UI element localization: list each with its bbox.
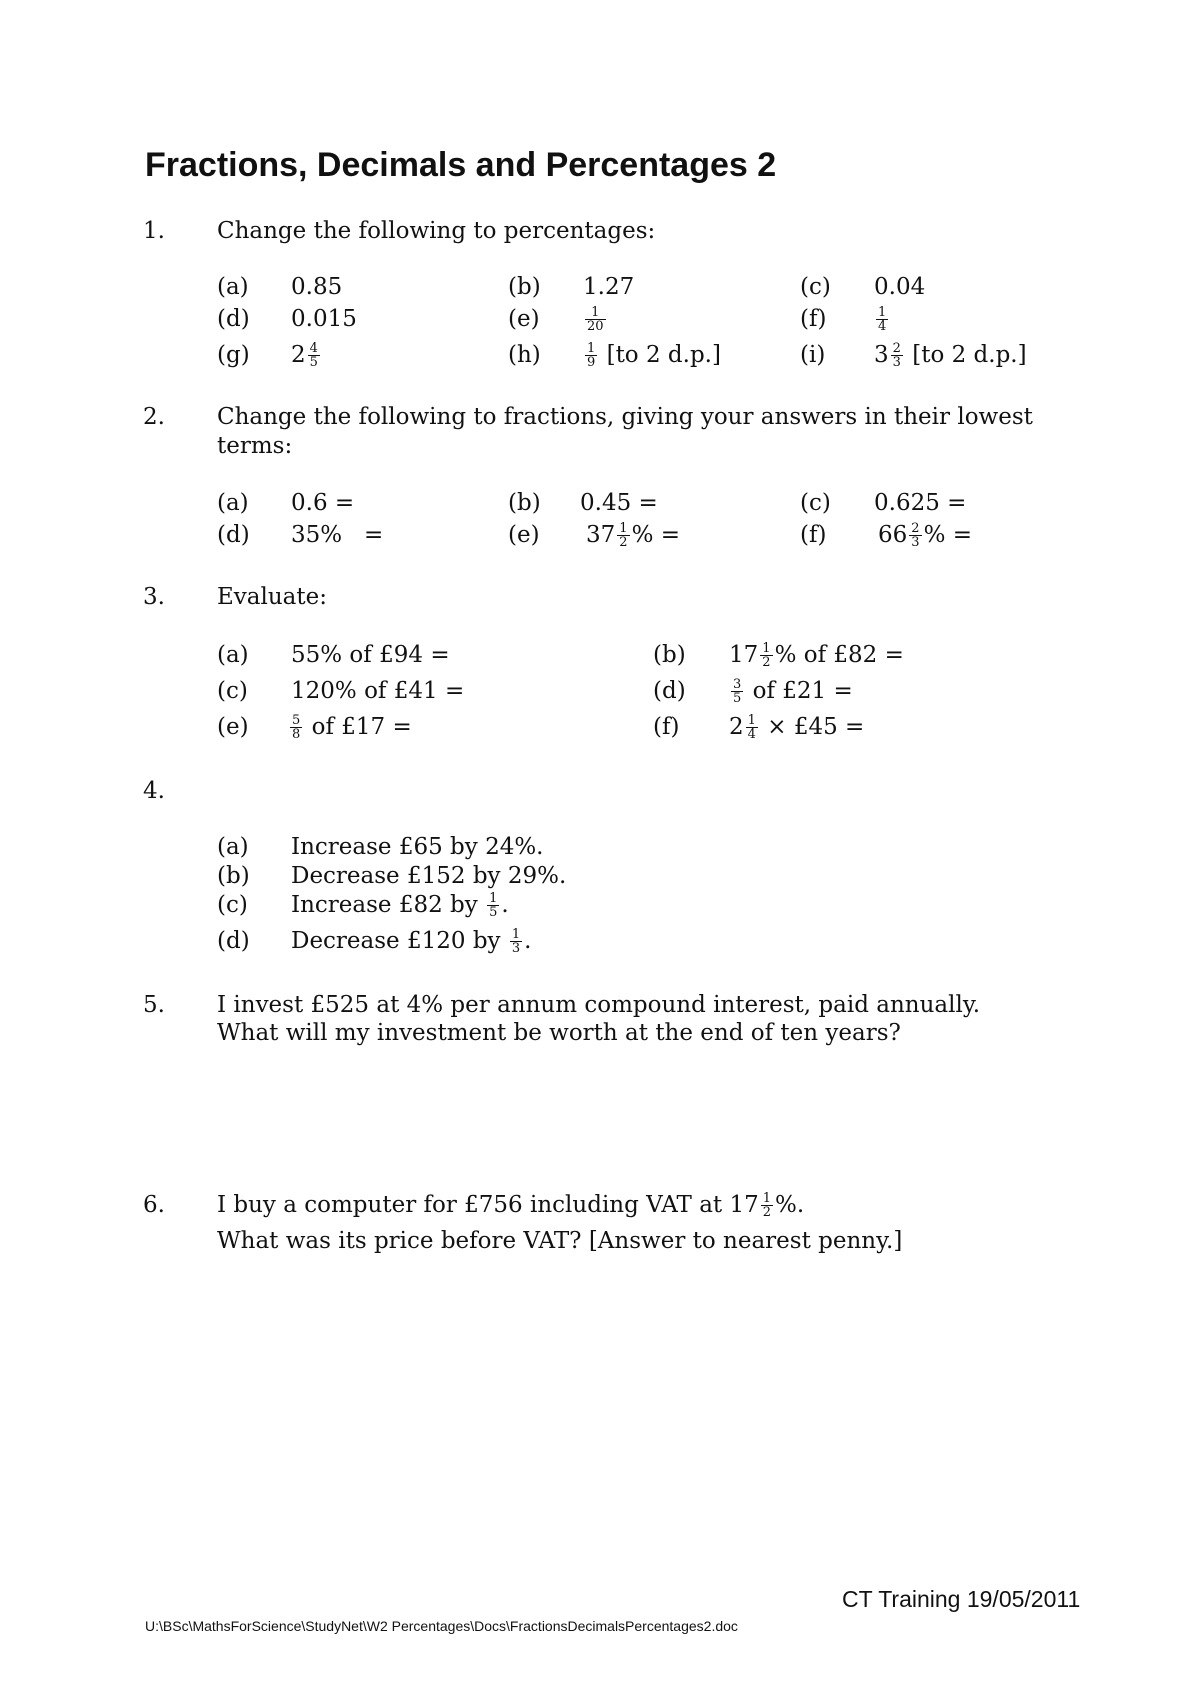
q4-c-value: Increase £82 by $\frac{1}{5}$ . — [291, 890, 509, 920]
page-title: Fractions, Decimals and Percentages 2 — [145, 146, 777, 184]
fraction: $\frac{2}{3}$ — [892, 340, 901, 370]
q3-text: Evaluate: — [217, 584, 327, 610]
q1-text: Change the following to percentages: — [217, 218, 656, 244]
q2-text-line2: terms: — [217, 433, 293, 459]
q4-a-value: Increase £65 by 24%. — [291, 834, 544, 860]
q6-line2: What was its price before VAT? [Answer to nearest penny.] — [217, 1228, 903, 1254]
q3-e-label: (e) — [217, 714, 249, 740]
q4-c-label: (c) — [217, 892, 248, 918]
q3-f-value: 2 $\frac{1}{4}$ × £45 = — [729, 712, 865, 742]
q2-e-value: 37 $\frac{1}{2}$ % = — [586, 520, 680, 550]
q4-a-label: (a) — [217, 834, 249, 860]
q4-d-value: Decrease £120 by $\frac{1}{3}$ . — [291, 926, 532, 956]
q3-a-label: (a) — [217, 642, 249, 668]
q2-c-value: 0.625 = — [874, 490, 967, 516]
q2-f-value: 66 $\frac{2}{3}$ % = — [878, 520, 972, 550]
q3-c-value: 120% of £41 = — [291, 678, 465, 704]
q1-f-label: (f) — [800, 306, 827, 332]
q3-number: 3. — [143, 584, 165, 610]
q2-d-label: (d) — [217, 522, 250, 548]
q1-a-label: (a) — [217, 274, 249, 300]
q1-f-value — [874, 306, 890, 334]
fraction: $\frac{1}{5}$ — [489, 890, 498, 920]
q1-e-label: (e) — [508, 306, 540, 332]
q5-line1: I invest £525 at 4% per annum compound interest, paid annually. — [217, 992, 981, 1018]
q2-number: 2. — [143, 404, 165, 430]
fraction: $\frac{5}{8}$ — [292, 712, 301, 742]
q4-b-label: (b) — [217, 863, 250, 889]
footer-file-path: U:\BSc\MathsForScience\StudyNet\W2 Percentages\Docs\FractionsDecimalsPercentages2.doc — [145, 1618, 738, 1634]
q2-text-line1: Change the following to fractions, giving your answers in their lowest — [217, 404, 1033, 430]
q5-line2: What will my investment be worth at the end of ten years? — [217, 1020, 901, 1046]
q3-a-value: 55% of £94 = — [291, 642, 450, 668]
fraction: $\frac{1}{9}$ — [587, 340, 596, 370]
q3-b-value: 17 $\frac{1}{2}$ % of £82 = — [729, 640, 904, 670]
q2-f-label: (f) — [800, 522, 827, 548]
fraction: $\frac{1}{20}$ — [587, 304, 604, 334]
q3-d-value: $\frac{3}{5}$ of £21 = — [733, 676, 853, 706]
q1-g-value: 2 $\frac{4}{5}$ — [291, 340, 318, 370]
q2-c-label: (c) — [800, 490, 831, 516]
fraction: $\frac{1}{4}$ — [747, 712, 756, 742]
q1-d-value: 0.015 — [291, 306, 357, 332]
q6-line1: I buy a computer for £756 including VAT at 17 $\frac{1}{2}$ %. — [217, 1190, 805, 1220]
fraction: $\frac{4}{5}$ — [309, 340, 318, 370]
q6-number: 6. — [143, 1192, 165, 1218]
q4-d-label: (d) — [217, 928, 250, 954]
q1-a-value: 0.85 — [291, 274, 343, 300]
q1-i-label: (i) — [800, 342, 826, 368]
q1-b-value: 1.27 — [583, 274, 635, 300]
q3-d-label: (d) — [653, 678, 686, 704]
q2-b-label: (b) — [508, 490, 541, 516]
q3-c-label: (c) — [217, 678, 248, 704]
q1-h-label: (h) — [508, 342, 541, 368]
q3-b-label: (b) — [653, 642, 686, 668]
q3-e-value: $\frac{5}{8}$ of £17 = — [292, 712, 412, 742]
q1-g-label: (g) — [217, 342, 250, 368]
fraction: $\frac{1}{2}$ — [619, 520, 628, 550]
q2-a-value: 0.6 = — [291, 490, 355, 516]
q1-c-value: 0.04 — [874, 274, 926, 300]
q1-number: 1. — [143, 218, 165, 244]
q4-number: 4. — [143, 778, 165, 804]
fraction: $\frac{1}{2}$ — [762, 640, 771, 670]
fraction: $\frac{2}{3}$ — [911, 520, 920, 550]
q1-b-label: (b) — [508, 274, 541, 300]
q1-e-value — [583, 306, 608, 334]
q1-d-label: (d) — [217, 306, 250, 332]
q2-a-label: (a) — [217, 490, 249, 516]
q5-number: 5. — [143, 992, 165, 1018]
fraction: $\frac{3}{5}$ — [733, 676, 742, 706]
fraction: $\frac{1}{3}$ — [511, 926, 521, 956]
footer-author-date: CT Training 19/05/2011 — [842, 1586, 1081, 1612]
fraction: $\frac{1}{2}$ — [762, 1190, 772, 1220]
q2-d-value: 35% = — [291, 522, 384, 548]
q1-i-value: 3 $\frac{2}{3}$ [to 2 d.p.] — [874, 340, 1027, 370]
q4-b-value: Decrease £152 by 29%. — [291, 863, 567, 889]
q1-c-label: (c) — [800, 274, 831, 300]
q3-f-label: (f) — [653, 714, 680, 740]
q1-h-value: $\frac{1}{9}$ [to 2 d.p.] — [587, 340, 721, 370]
q2-e-label: (e) — [508, 522, 540, 548]
fraction: $\frac{1}{4}$ — [878, 304, 887, 334]
q2-b-value: 0.45 = — [580, 490, 658, 516]
